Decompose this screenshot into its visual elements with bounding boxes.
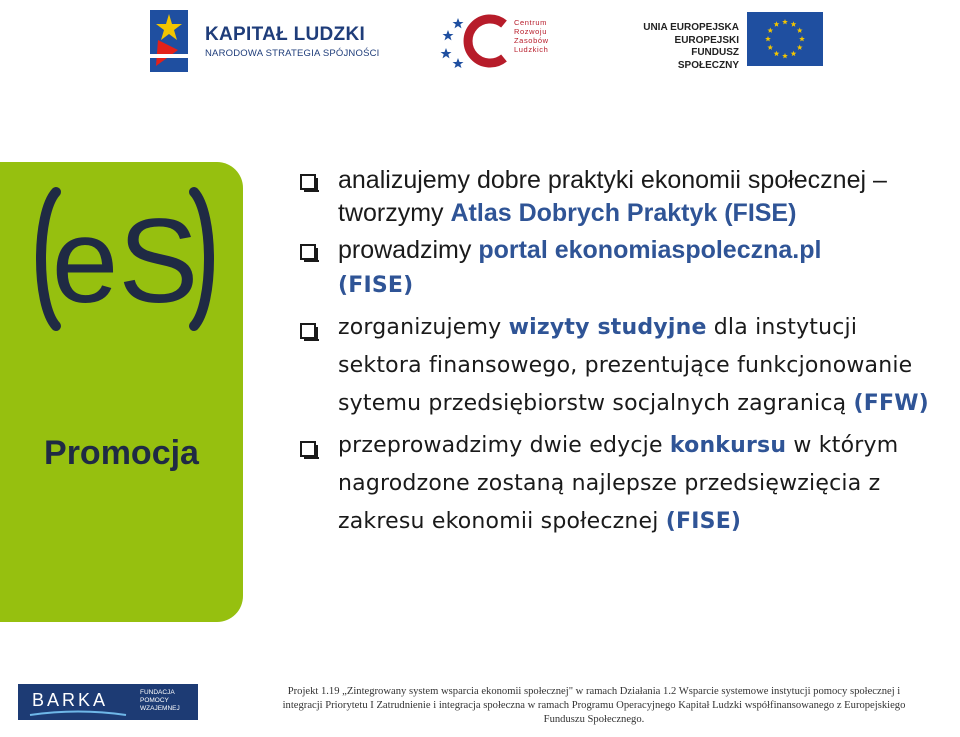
es-logo-icon [30,184,220,334]
bullet-item-konkurs: przeprowadzimy dwie edycje konkursu w którym nagrodzone zostaną najlepsze przedsięwzięcia z zakresu ekonomii społecznej (FISE) [298,427,948,541]
barka-subtitle: FUNDACJA POMOCY WZAJEMNEJ [140,689,180,712]
header-logos [0,0,960,80]
kapital-ludzki-subtitle: NARODOWA STRATEGIA SPÓJNOŚCI [205,48,380,59]
bullet-list [298,164,948,545]
panel-title: Promocja [44,434,199,472]
barka-wave-icon [28,710,128,718]
checkbox-bullet-icon [300,244,316,260]
barka-word: BARKA [32,690,109,710]
checkbox-bullet-icon [300,441,316,457]
checkbox-bullet-icon [300,323,316,339]
checkbox-bullet-icon [300,174,316,190]
bullet-item-portal: prowadzimy portal ekonomiaspoleczna.pl (FISE) [298,234,948,305]
eu-fund-name: UNIA EUROPEJSKA EUROPEJSKI FUNDUSZ SPOŁECZNY [643,22,739,71]
crzl-logo-icon [438,12,508,68]
svg-text:eS: eS [51,194,199,328]
promocja-panel [0,162,243,622]
kapital-ludzki-title: KAPITAŁ LUDZKI [205,24,366,45]
bullet-item-wizyty: zorganizujemy wizyty studyjne dla instytucji sektora finansowego, prezentujące funkcjonowanie sytemu przedsiębiorstw socjalnych zagranicą (FFW) [298,309,948,423]
kapital-ludzki-flag-icon [150,10,188,72]
barka-logo [18,684,198,720]
crzl-name: Centrum Rozwoju Zasobów Ludzkich [514,18,549,54]
bullet-item-atlas: analizujemy dobre praktyki ekonomii społecznej – tworzymy Atlas Dobrych Praktyk (FISE) [298,164,948,230]
project-footnote: Projekt 1.19 „Zintegrowany system wsparcia ekonomii społecznej" w ramach Działania 1.2 Wsparcie systemowe instytucji pomocy społecznej i integracji Priorytetu I Zatrudnienie i integracja społeczna w ramach Programu Operacyjnego Kapitał Ludzki współfinansowanego z Europejskiego Funduszu Społecznego. [282,686,906,725]
eu-flag-icon [747,12,823,66]
